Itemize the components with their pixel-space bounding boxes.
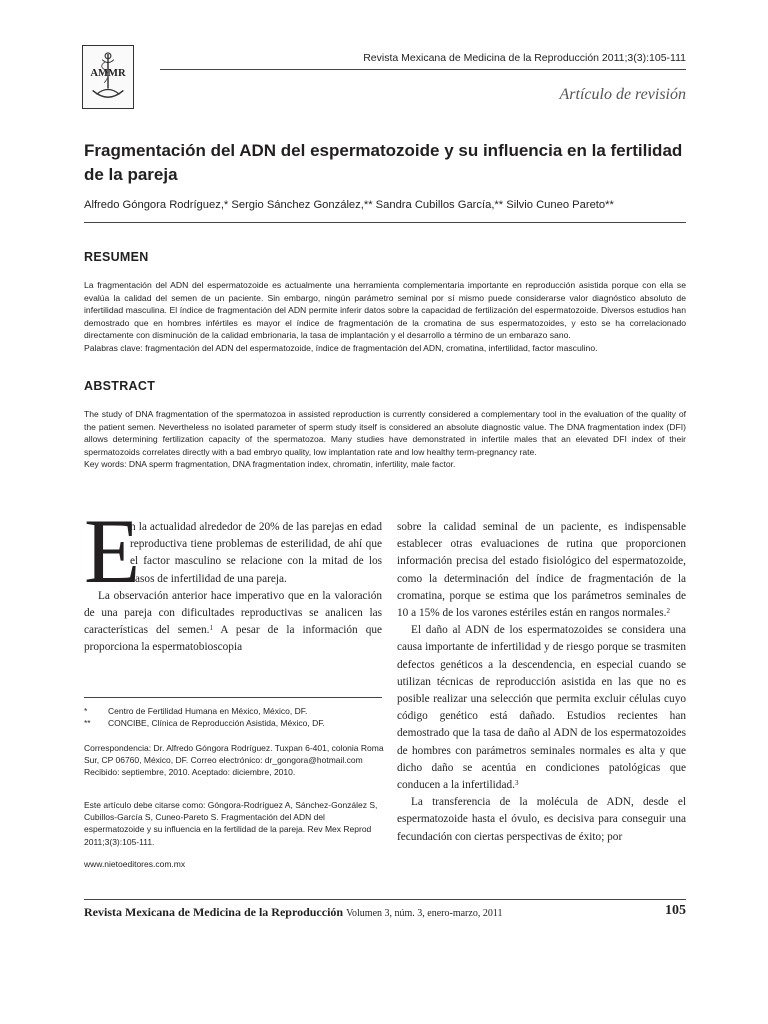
correspondence-text: Correspondencia: Dr. Alfredo Góngora Rodríguez. Tuxpan 6-401, colonia Roma Sur, CP 06760, México, DF. Correo electrónico: dr_gongora@hotmail.com — [84, 743, 384, 766]
paragraph-text-cont: A pesar de la información que proporciona la espermatobioscopia — [84, 624, 383, 654]
body-paragraph — [397, 519, 686, 622]
intro-paragraph: n la actualidad alrededor de 20% de las parejas en edad reproductiva tiene problemas de esterilidad, de ahí que el factor masculino se relacione con la mitad de los casos de infertilidad de una pareja. — [130, 521, 382, 585]
page-footer — [84, 905, 502, 920]
affiliation-text: Centro de Fertilidad Humana en México, México, DF. — [108, 706, 308, 716]
affiliation-mark: * — [84, 706, 88, 716]
authors-divider — [84, 222, 686, 223]
journal-logo — [82, 45, 134, 109]
abstract-heading: ABSTRACT — [84, 379, 156, 393]
paragraph-text: El daño al ADN de los espermatozoides se considera una causa importante de infertilidad y de riesgo porque se trasmiten defectos genéticos a la descendencia, en especial cuando se utilizan técnicas de reproducción asistida en las que no es posible realizar una selección que permita excluir células cuyo código genético está dañado. Estudios recientes han demostrado que la tasa de daño al ADN de los espermatozoides de hombres con parámetros seminales normales es alta y que dicho daño se acentúa en condiciones patológicas que conducen a la infertilidad. — [397, 624, 686, 792]
resumen-block — [84, 279, 686, 355]
affiliation-text: CONCIBE, Clínica de Reproducción Asistida, México, DF. — [108, 718, 325, 729]
citation-text: Este artículo debe citarse como: Góngora-Rodríguez A, Sánchez-González S, Cubillos-García S, Cuneo-Pareto S. Fragmentación del ADN del espermatozoide y su influencia en la fertilidad de la pareja. Rev Mex Reprod 2011;3(3):105-111. — [84, 800, 378, 847]
received-dates: Recibido: septiembre, 2010. Aceptado: diciembre, 2010. — [84, 767, 296, 778]
article-type-label: Artículo de revisión — [559, 86, 686, 103]
affiliations — [84, 705, 384, 729]
footer-journal-name: Revista Mexicana de Medicina de la Reproducción — [84, 905, 344, 919]
body-paragraph — [397, 622, 686, 794]
body-paragraph — [84, 588, 382, 657]
journal-citation: Revista Mexicana de Medicina de la Reproducción 2011;3(3):105-111 — [363, 52, 686, 64]
affiliation-1 — [84, 705, 384, 717]
authors-line: Alfredo Góngora Rodríguez,* Sergio Sánchez González,** Sandra Cubillos García,** Silvio Cuneo Pareto** — [84, 199, 614, 211]
reference-marker: 3 — [514, 779, 519, 788]
citation-block — [84, 799, 384, 848]
footer-issue: Volumen 3, núm. 3, enero-marzo, 2011 — [346, 908, 503, 919]
resumen-text: La fragmentación del ADN del espermatozoide es actualmente una herramienta complementaria importante en reproducción asistida porque con ella se evalúa la calidad del semen de un paciente. Sin embargo, ningún parámetro seminal por sí mismo puede considerarse valor diagnóstico absoluto de infertilidad masculina. El índice de fragmentación del ADN permite inferir datos sobre la capacidad de fertilización del espermatozoide. Diversos estudios han demostrado que en hombres infértiles es mayor el índice de fragmentación de la cromatina de sus espermatozoides, y esto se ha correlacionado directamente con disminución de la calidad embrionaria, la tasa de implantación y el desarrollo a término de un embarazo sano. — [84, 280, 686, 341]
article-title: Fragmentación del ADN del espermatozoide y su influencia en la fertilidad de la pareja — [84, 141, 683, 184]
resumen-heading: RESUMEN — [84, 250, 149, 264]
abstract-keywords: Key words: DNA sperm fragmentation, DNA fragmentation index, chromatin, infertility, male factor. — [84, 459, 456, 470]
reference-marker: 2 — [666, 607, 670, 616]
body-column-right — [397, 519, 686, 846]
reference-marker: 1 — [209, 624, 213, 633]
affiliation-2 — [84, 717, 384, 729]
logo-lettering: AMMR — [90, 68, 126, 80]
paragraph-text: La observación anterior hace imperativo que en la valoración de una pareja con dificultades reproductivas se analicen las características del semen. — [84, 589, 382, 637]
abstract-text: The study of DNA fragmentation of the spermatozoa in assisted reproduction is currently considered a complementary tool in the evaluation of the quality of the patient semen. Nevertheless no isolated parameter of sperm study itself is considered an absolute diagnostic value. The DNA fragmentation index (DFI) allows determining fertilization capacity of the spermatozoa. Many studies have demonstrated in infertile males that an elevated DFI index of their spermatozoids correlates directly with a bad embryo quality, low implantation rate and low healthy term-pregnancy rate. — [84, 409, 686, 457]
resumen-keywords: Palabras clave: fragmentación del ADN del espermatozoide, índice de fragmentación del ADN, cromatina, infertilidad, factor masculino. — [84, 342, 598, 353]
abstract-block — [84, 408, 686, 471]
publisher-website — [84, 858, 384, 870]
ammr-logo-icon — [83, 46, 133, 108]
footnote-divider — [84, 697, 382, 698]
drop-cap: E — [84, 500, 141, 602]
page-number: 105 — [665, 903, 686, 918]
header-divider — [160, 69, 686, 70]
footer-divider — [84, 899, 686, 900]
correspondence-block — [84, 742, 384, 779]
website-link[interactable]: www.nietoeditores.com.mx — [84, 859, 186, 869]
paragraph-text: sobre la calidad seminal de un paciente, es indispensable establecer otras evaluaciones de rutina que proporcionen información precisa del estado fisiológico del espermatozoide, como la determinación del índice de fragmentación de la cromatina, porque se estima que los parámetros seminales de 10 a 15% de los varones estériles están en rangos normales. — [397, 521, 686, 620]
affiliation-mark: ** — [84, 718, 91, 729]
body-column-left — [84, 519, 382, 657]
body-paragraph: La transferencia de la molécula de ADN, desde el espermatozoide hasta el óvulo, es decisiva para conseguir una fecundación con ciertas perspectivas de éxito; por — [397, 796, 686, 843]
